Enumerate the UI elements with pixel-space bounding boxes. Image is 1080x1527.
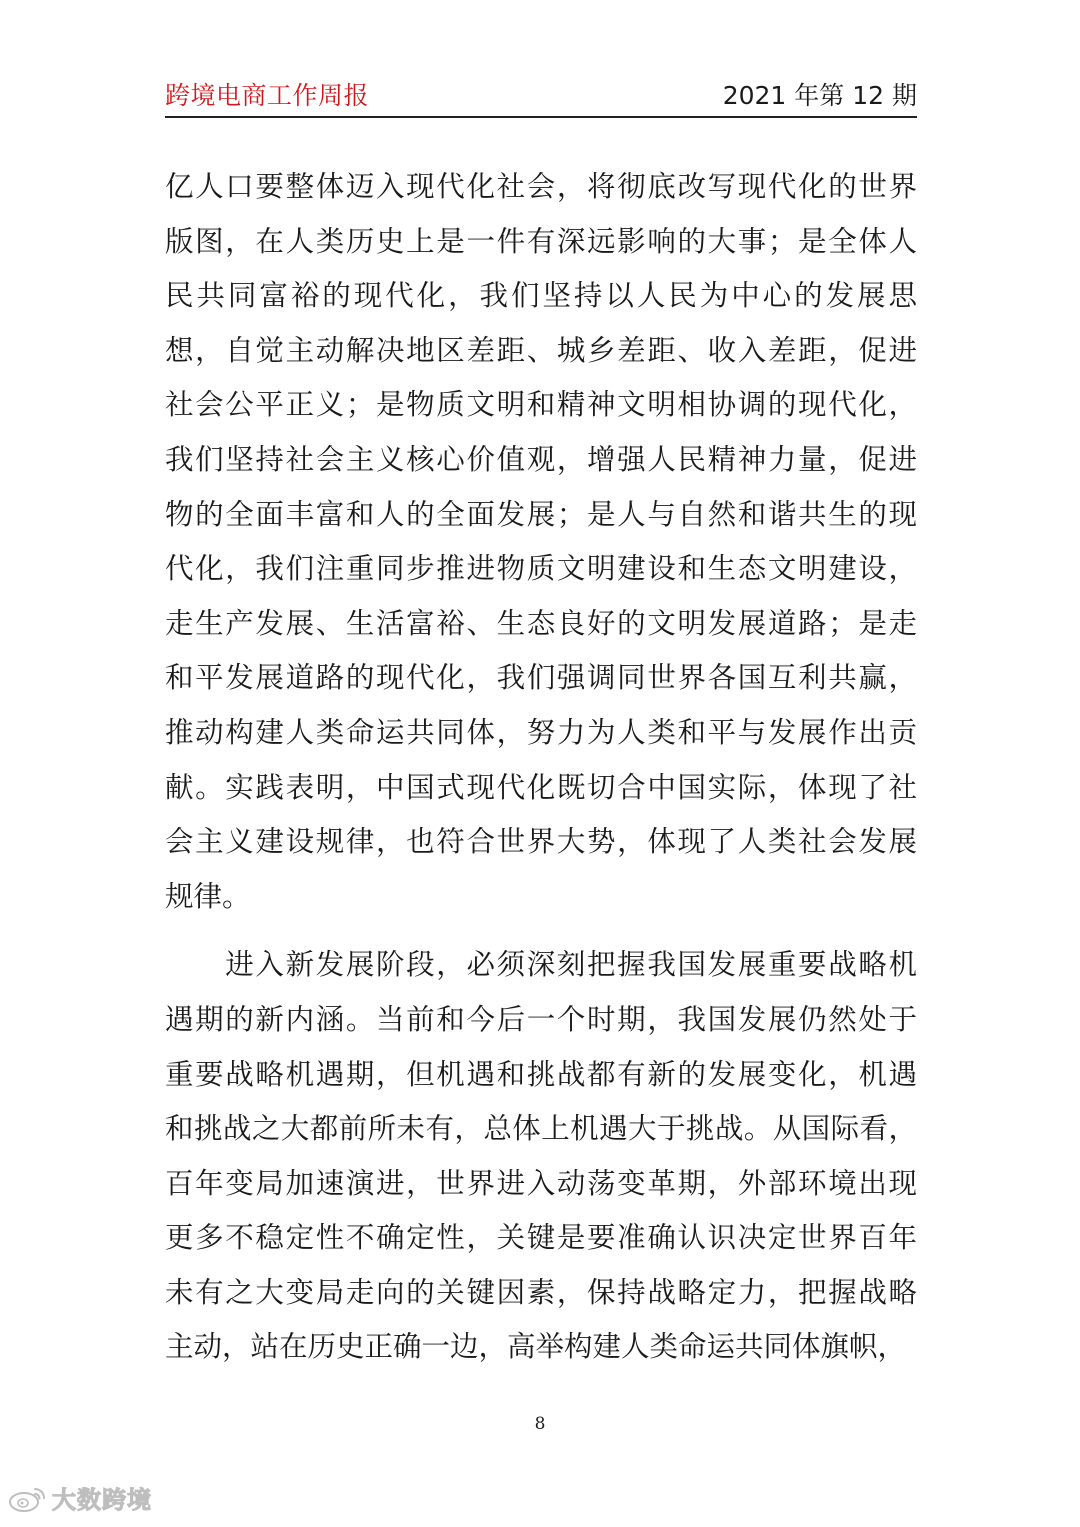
text-line: 百年变局加速演进，世界进入动荡变革期，外部环境出现 <box>165 1166 917 1200</box>
issue-number: 2021 年第 12 期 <box>722 81 917 110</box>
text-line: 亿人口要整体迈入现代化社会，将彻底改写现代化的世界 <box>165 170 917 203</box>
text-line: 献。实践表明，中国式现代化既切合中国实际，体现了社 <box>165 770 917 804</box>
article-body <box>165 160 917 1375</box>
text-line: 推动构建人类命运共同体，努力为人类和平与发展作出贡 <box>165 715 917 749</box>
page-header <box>165 76 917 118</box>
paragraph <box>165 938 917 1375</box>
watermark <box>8 1480 152 1515</box>
text-line: 会主义建设规律，也符合世界大势，体现了人类社会发展 <box>165 825 917 859</box>
text-line: 遇期的新内涵。当前和今后一个时期，我国发展仍然处于 <box>165 1002 917 1036</box>
text-line: 更多不稳定性不确定性，关键是要准确认识决定世界百年 <box>165 1221 917 1255</box>
watermark-text: 大数跨境 <box>52 1486 152 1514</box>
text-line: 进入新发展阶段，必须深刻把握我国发展重要战略机 <box>165 948 917 982</box>
text-line: 走生产发展、生活富裕、生态良好的文明发展道路；是走 <box>165 606 917 640</box>
text-line: 民共同富裕的现代化，我们坚持以人民为中心的发展思 <box>165 279 917 313</box>
weibo-logo-icon <box>8 1483 48 1513</box>
text-line: 主动，站在历史正确一边，高举构建人类命运共同体旗帜， <box>165 1330 907 1364</box>
text-line: 想，自觉主动解决地区差距、城乡差距、收入差距，促进 <box>165 333 917 367</box>
text-line: 社会公平正义；是物质文明和精神文明相协调的现代化， <box>165 388 917 422</box>
publication-title: 跨境电商工作周报 <box>165 81 370 110</box>
text-line: 未有之大变局走向的关键因素，保持战略定力，把握战略 <box>165 1275 917 1309</box>
text-line: 规律。 <box>165 879 251 913</box>
paragraph <box>165 160 917 924</box>
page-number: 8 <box>534 1414 546 1434</box>
text-line: 和平发展道路的现代化，我们强调同世界各国互利共赢， <box>165 661 917 695</box>
text-line: 和挑战之大都前所未有，总体上机遇大于挑战。从国际看， <box>165 1112 917 1146</box>
text-line: 代化，我们注重同步推进物质文明建设和生态文明建设， <box>165 552 917 586</box>
text-line: 版图，在人类历史上是一件有深远影响的大事；是全体人 <box>165 224 917 258</box>
text-line: 我们坚持社会主义核心价值观，增强人民精神力量，促进 <box>165 442 917 476</box>
paragraph-gap <box>165 924 917 938</box>
text-line: 重要战略机遇期，但机遇和挑战都有新的发展变化，机遇 <box>165 1057 917 1091</box>
text-line: 物的全面丰富和人的全面发展；是人与自然和谐共生的现 <box>165 497 917 531</box>
